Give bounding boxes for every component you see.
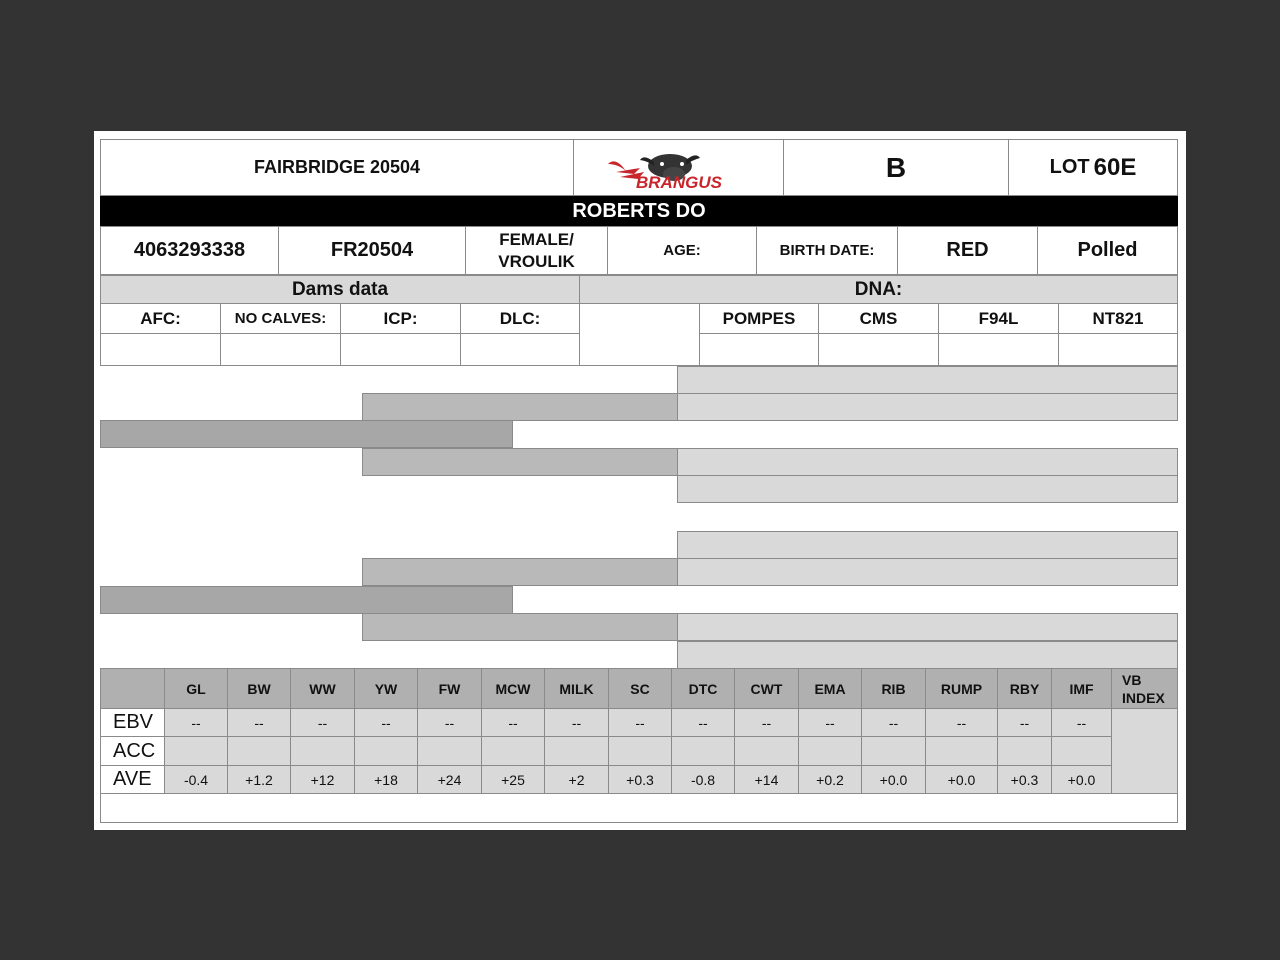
ebv-cell-ave-yw: +18 [354, 765, 418, 794]
pedigree-dam-gs [362, 558, 678, 586]
ebv-cell-acc-gl [164, 736, 228, 766]
birth-date-label: BIRTH DATE: [756, 226, 898, 275]
ebv-cell-ebv-gl: -- [164, 708, 228, 737]
dams-col-dlc: DLC: [460, 303, 580, 334]
dna-value-f94l [938, 333, 1059, 366]
grade-letter: B [783, 139, 1009, 196]
ebv-cell-ebv-ww: -- [290, 708, 355, 737]
ebv-row-label-ave: AVE [100, 765, 165, 794]
ebv-cell-acc-fw [417, 736, 482, 766]
bull-head-icon [604, 144, 754, 192]
ebv-col-mcw: MCW [481, 668, 545, 709]
ebv-col-ww: WW [290, 668, 355, 709]
dams-value-icp [340, 333, 461, 366]
pedigree-dam-gdd [677, 641, 1178, 669]
ebv-cell-ave-gl: -0.4 [164, 765, 228, 794]
ebv-cell-acc-rump [925, 736, 998, 766]
dna-blank-cell [579, 303, 700, 366]
ebv-cell-ave-bw: +1.2 [227, 765, 291, 794]
ebv-cell-ave-ema: +0.2 [798, 765, 862, 794]
ebv-cell-ebv-bw: -- [227, 708, 291, 737]
ebv-cell-ebv-rby: -- [997, 708, 1052, 737]
ebv-cell-ebv-imf: -- [1051, 708, 1112, 737]
ebv-col-milk: MILK [544, 668, 609, 709]
ebv-cell-ebv-rump: -- [925, 708, 998, 737]
dna-col-cms: CMS [818, 303, 939, 334]
breeder-banner: ROBERTS DO [100, 196, 1178, 226]
ebv-cell-ave-fw: +24 [417, 765, 482, 794]
ebv-cell-ebv-yw: -- [354, 708, 418, 737]
footer-blank-row [100, 793, 1178, 823]
age-label: AGE: [607, 226, 757, 275]
ebv-col-bw: BW [227, 668, 291, 709]
dna-value-pompes [699, 333, 819, 366]
pedigree-dam [100, 586, 513, 614]
ebv-col-ema: EMA [798, 668, 862, 709]
dna-col-nt821: NT821 [1058, 303, 1178, 334]
ebv-col-rump: RUMP [925, 668, 998, 709]
ebv-row-label-acc: ACC [100, 736, 165, 766]
pedigree-dam-gd [362, 613, 678, 641]
pedigree-sire-ggs [677, 366, 1178, 394]
ebv-col-rib: RIB [861, 668, 926, 709]
brangus-logo [573, 139, 784, 196]
pedigree-sire-ggd [677, 393, 1178, 421]
ebv-cell-acc-milk [544, 736, 609, 766]
ebv-cell-ave-dtc: -0.8 [671, 765, 735, 794]
ebv-cell-ave-rby: +0.3 [997, 765, 1052, 794]
pedigree-sire-gd [362, 448, 678, 476]
ebv-cell-acc-dtc [671, 736, 735, 766]
dna-col-f94l: F94L [938, 303, 1059, 334]
colour: RED [897, 226, 1038, 275]
ebv-col-yw: YW [354, 668, 418, 709]
ebv-vb-index-value [1111, 708, 1178, 794]
dna-col-pompes: POMPES [699, 303, 819, 334]
ebv-col-imf: IMF [1051, 668, 1112, 709]
pedigree-sire [100, 420, 513, 448]
animal-name: FAIRBRIDGE 20504 [100, 139, 574, 196]
ebv-cell-acc-rby [997, 736, 1052, 766]
ebv-cell-ave-imf: +0.0 [1051, 765, 1112, 794]
ebv-cell-ave-milk: +2 [544, 765, 609, 794]
dams-data-title: Dams data [100, 275, 580, 304]
ebv-col-sc: SC [608, 668, 672, 709]
ebv-cell-ebv-dtc: -- [671, 708, 735, 737]
ebv-col-fw: FW [417, 668, 482, 709]
ebv-cell-acc-ww [290, 736, 355, 766]
dams-value-no-calves [220, 333, 341, 366]
id-number: 4063293338 [100, 226, 279, 275]
ebv-cell-ave-rib: +0.0 [861, 765, 926, 794]
pedigree-dam-ggd [677, 558, 1178, 586]
ebv-cell-ebv-sc: -- [608, 708, 672, 737]
svg-text:BRANGUS: BRANGUS [635, 172, 722, 192]
ebv-col-vb-index: VB INDEX [1111, 668, 1178, 709]
dna-title: DNA: [579, 275, 1178, 304]
tag-number: FR20504 [278, 226, 466, 275]
ebv-cell-acc-ema [798, 736, 862, 766]
ebv-cell-acc-cwt [734, 736, 799, 766]
ebv-col-gl: GL [164, 668, 228, 709]
dams-value-afc [100, 333, 221, 366]
horn-status: Polled [1037, 226, 1178, 275]
pedigree-dam-ggs [677, 531, 1178, 559]
ebv-corner-cell [100, 668, 165, 709]
pedigree-sire-gdd [677, 475, 1178, 503]
ebv-row-label-ebv: EBV [100, 708, 165, 737]
sex: FEMALE/ VROULIK [465, 226, 608, 275]
lot-value: 60E [1093, 153, 1137, 181]
ebv-cell-acc-bw [227, 736, 291, 766]
sale-card [94, 131, 1186, 830]
ebv-cell-acc-imf [1051, 736, 1112, 766]
ebv-cell-ave-sc: +0.3 [608, 765, 672, 794]
ebv-cell-acc-yw [354, 736, 418, 766]
ebv-cell-acc-rib [861, 736, 926, 766]
ebv-col-cwt: CWT [734, 668, 799, 709]
dams-col-icp: ICP: [340, 303, 461, 334]
ebv-col-dtc: DTC [671, 668, 735, 709]
lot-number [1008, 139, 1178, 196]
pedigree-sire-gs [362, 393, 678, 421]
ebv-cell-ave-ww: +12 [290, 765, 355, 794]
pedigree-sire-gds [677, 448, 1178, 476]
dams-col-no-calves: NO CALVES: [220, 303, 341, 334]
ebv-cell-ebv-mcw: -- [481, 708, 545, 737]
ebv-cell-ebv-milk: -- [544, 708, 609, 737]
ebv-cell-acc-mcw [481, 736, 545, 766]
ebv-cell-ebv-fw: -- [417, 708, 482, 737]
dams-col-afc: AFC: [100, 303, 221, 334]
dna-value-nt821 [1058, 333, 1178, 366]
ebv-cell-ebv-ema: -- [798, 708, 862, 737]
ebv-cell-acc-sc [608, 736, 672, 766]
pedigree-dam-gds [677, 613, 1178, 641]
ebv-cell-ave-mcw: +25 [481, 765, 545, 794]
lot-prefix: LOT [1049, 156, 1090, 178]
ebv-cell-ebv-cwt: -- [734, 708, 799, 737]
ebv-cell-ebv-rib: -- [861, 708, 926, 737]
dams-value-dlc [460, 333, 580, 366]
ebv-cell-ave-cwt: +14 [734, 765, 799, 794]
dna-value-cms [818, 333, 939, 366]
ebv-col-rby: RBY [997, 668, 1052, 709]
ebv-cell-ave-rump: +0.0 [925, 765, 998, 794]
